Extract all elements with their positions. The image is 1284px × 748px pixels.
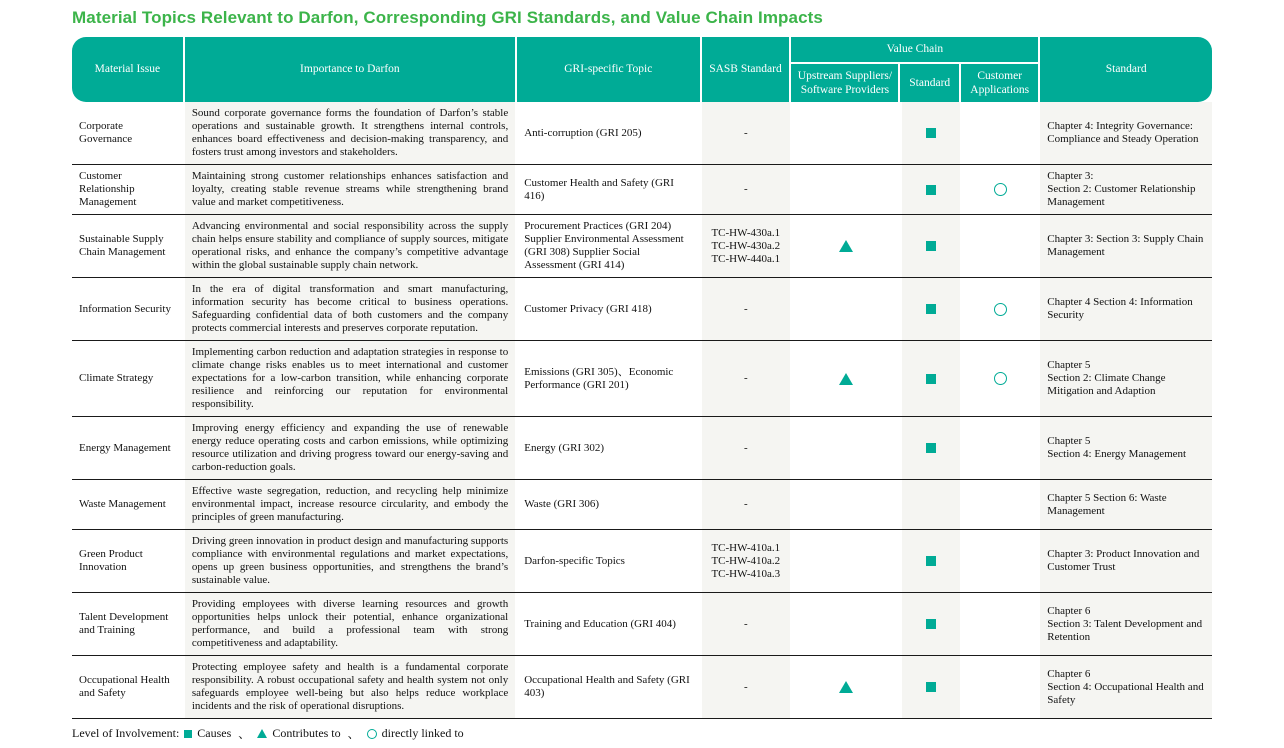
material-issue-cell: Corporate Governance bbox=[72, 102, 185, 164]
sasb-standard-cell: - bbox=[702, 102, 792, 164]
gri-topic-cell: Customer Privacy (GRI 418) bbox=[517, 278, 702, 340]
contributes-triangle-icon bbox=[839, 681, 853, 693]
value-chain-upstream-cell bbox=[792, 278, 902, 340]
header-sasb-standard: SASB Standard bbox=[702, 37, 792, 102]
standard-chapter-cell: Chapter 6 Section 3: Talent Development and Retention bbox=[1040, 593, 1212, 655]
value-chain-standard-cell bbox=[902, 102, 963, 164]
value-chain-upstream-cell bbox=[792, 215, 902, 277]
table-row bbox=[72, 102, 1212, 164]
legend-separator: 、 bbox=[238, 727, 251, 741]
gri-topic-cell: Anti-corruption (GRI 205) bbox=[517, 102, 702, 164]
causes-square-icon bbox=[926, 304, 936, 314]
value-chain-customer-cell bbox=[962, 102, 1040, 164]
table-row bbox=[72, 529, 1212, 592]
header-vc-standard: Standard bbox=[900, 64, 961, 102]
value-chain-customer-cell bbox=[962, 417, 1040, 479]
report-page bbox=[72, 8, 1212, 742]
value-chain-upstream-cell bbox=[792, 102, 902, 164]
legend-separator: 、 bbox=[347, 727, 360, 741]
header-customer-applications: Customer Applications bbox=[961, 64, 1038, 102]
legend-causes-text: Causes bbox=[197, 726, 232, 740]
standard-chapter-cell: Chapter 3: Product Innovation and Customer Trust bbox=[1040, 530, 1212, 592]
value-chain-upstream-cell bbox=[792, 480, 902, 529]
material-issue-cell: Occupational Health and Safety bbox=[72, 656, 185, 718]
standard-chapter-cell: Chapter 3: Section 3: Supply Chain Management bbox=[1040, 215, 1212, 277]
value-chain-customer-cell bbox=[962, 593, 1040, 655]
header-material-issue: Material Issue bbox=[72, 37, 185, 102]
sasb-standard-cell: - bbox=[702, 417, 792, 479]
table-row bbox=[72, 214, 1212, 277]
importance-cell: Improving energy efficiency and expanding the use of renewable energy reduce operating costs and carbon emissions, while optimizing resource utilization and driving progress toward our energy-saving and carbon-reduction goals. bbox=[185, 417, 517, 479]
directly-linked-circle-icon bbox=[994, 183, 1007, 196]
value-chain-standard-cell bbox=[902, 278, 963, 340]
value-chain-standard-cell bbox=[902, 341, 963, 416]
value-chain-customer-cell bbox=[962, 341, 1040, 416]
gri-topic-cell: Procurement Practices (GRI 204) Supplier Environmental Assessment (GRI 308) Supplier Social Assessment (GRI 414) bbox=[517, 215, 702, 277]
value-chain-customer-cell bbox=[962, 215, 1040, 277]
causes-square-icon bbox=[184, 730, 192, 738]
value-chain-upstream-cell bbox=[792, 417, 902, 479]
page-title: Material Topics Relevant to Darfon, Corresponding GRI Standards, and Value Chain Impacts bbox=[72, 8, 823, 27]
importance-cell: Providing employees with diverse learning resources and growth opportunities helps unlock their potential, enhance organizational performance, and build a professional team with strong competitiveness and adaptability. bbox=[185, 593, 517, 655]
value-chain-upstream-cell bbox=[792, 165, 902, 214]
directly-linked-circle-icon bbox=[367, 729, 377, 739]
importance-cell: Maintaining strong customer relationships enhances satisfaction and loyalty, creating stable revenue streams while strengthening brand value and market competitiveness. bbox=[185, 165, 517, 214]
value-chain-standard-cell bbox=[902, 165, 963, 214]
material-issue-cell: Sustainable Supply Chain Management bbox=[72, 215, 185, 277]
legend-contributes-text: Contributes to bbox=[272, 726, 341, 740]
gri-topic-cell: Emissions (GRI 305)、Economic Performance (GRI 201) bbox=[517, 341, 702, 416]
sasb-standard-cell: TC-HW-430a.1 TC-HW-430a.2 TC-HW-440a.1 bbox=[702, 215, 792, 277]
standard-chapter-cell: Chapter 3: Section 2: Customer Relationship Management bbox=[1040, 165, 1212, 214]
material-issue-cell: Talent Development and Training bbox=[72, 593, 185, 655]
material-issue-cell: Energy Management bbox=[72, 417, 185, 479]
gri-topic-cell: Darfon-specific Topics bbox=[517, 530, 702, 592]
header-upstream-suppliers: Upstream Suppliers/ Software Providers bbox=[791, 64, 900, 102]
level-of-involvement-legend bbox=[72, 725, 1212, 742]
importance-cell: Protecting employee safety and health is a fundamental corporate responsibility. A robust occupational safety and health system not only safeguards employee well-being but also helps reduce workplace incidents and the risk of operational disruptions. bbox=[185, 656, 517, 718]
causes-square-icon bbox=[926, 619, 936, 629]
material-issue-cell: Customer Relationship Management bbox=[72, 165, 185, 214]
value-chain-standard-cell bbox=[902, 530, 963, 592]
sasb-standard-cell: - bbox=[702, 656, 792, 718]
value-chain-customer-cell bbox=[962, 165, 1040, 214]
table-row bbox=[72, 416, 1212, 479]
sasb-standard-cell: - bbox=[702, 593, 792, 655]
importance-cell: Implementing carbon reduction and adaptation strategies in response to climate change risks enables us to meet international and customer expectations for a low-carbon transition, while enhancing corporate resilience and reinforcing our reputation for environmental responsibility. bbox=[185, 341, 517, 416]
importance-cell: Effective waste segregation, reduction, and recycling help minimize environmental impact, increase resource circularity, and embody the principles of green manufacturing. bbox=[185, 480, 517, 529]
material-issue-cell: Climate Strategy bbox=[72, 341, 185, 416]
contributes-triangle-icon bbox=[839, 373, 853, 385]
value-chain-upstream-cell bbox=[792, 530, 902, 592]
importance-cell: Sound corporate governance forms the foundation of Darfon’s stable operations and sustainable growth. It strengthens internal controls, enhances board effectiveness and decision-making transparency, and fosters trust among investors and stakeholders. bbox=[185, 102, 517, 164]
table-header-row bbox=[72, 37, 1212, 102]
importance-cell: In the era of digital transformation and smart manufacturing, information security has become critical to business operations. Safeguarding confidential data of both customers and the company protects commercial interests and preserves corporate reputation. bbox=[185, 278, 517, 340]
causes-square-icon bbox=[926, 374, 936, 384]
value-chain-customer-cell bbox=[962, 530, 1040, 592]
gri-topic-cell: Energy (GRI 302) bbox=[517, 417, 702, 479]
header-value-chain: Value Chain bbox=[791, 37, 1038, 64]
table-row bbox=[72, 164, 1212, 214]
header-gri-specific-topic: GRI-specific Topic bbox=[517, 37, 702, 102]
table-body bbox=[72, 102, 1212, 719]
standard-chapter-cell: Chapter 5 Section 4: Energy Management bbox=[1040, 417, 1212, 479]
table-row bbox=[72, 340, 1212, 416]
standard-chapter-cell: Chapter 4: Integrity Governance: Compliance and Steady Operation bbox=[1040, 102, 1212, 164]
value-chain-upstream-cell bbox=[792, 656, 902, 718]
value-chain-standard-cell bbox=[902, 215, 963, 277]
directly-linked-circle-icon bbox=[994, 303, 1007, 316]
legend-label: Level of Involvement: bbox=[72, 726, 180, 740]
sasb-standard-cell: - bbox=[702, 278, 792, 340]
material-issue-cell: Green Product Innovation bbox=[72, 530, 185, 592]
material-issue-cell: Information Security bbox=[72, 278, 185, 340]
table-row bbox=[72, 277, 1212, 340]
header-importance-to-darfon: Importance to Darfon bbox=[185, 37, 517, 102]
causes-square-icon bbox=[926, 128, 936, 138]
value-chain-standard-cell bbox=[902, 593, 963, 655]
causes-square-icon bbox=[926, 185, 936, 195]
value-chain-upstream-cell bbox=[792, 341, 902, 416]
sasb-standard-cell: - bbox=[702, 165, 792, 214]
importance-cell: Driving green innovation in product design and manufacturing supports compliance with environmental regulations and market expectations, opens up green business opportunities, and strengthens the brand’s sustainable value. bbox=[185, 530, 517, 592]
sasb-standard-cell: - bbox=[702, 341, 792, 416]
value-chain-customer-cell bbox=[962, 278, 1040, 340]
causes-square-icon bbox=[926, 682, 936, 692]
standard-chapter-cell: Chapter 6 Section 4: Occupational Health and Safety bbox=[1040, 656, 1212, 718]
table-row bbox=[72, 479, 1212, 529]
importance-cell: Advancing environmental and social responsibility across the supply chain helps ensure stability and compliance of supply sources, mitigate operational risks, and enhance the company’s competitive advantage within the global sustainable supply chain network. bbox=[185, 215, 517, 277]
gri-topic-cell: Training and Education (GRI 404) bbox=[517, 593, 702, 655]
value-chain-standard-cell bbox=[902, 480, 963, 529]
standard-chapter-cell: Chapter 5 Section 6: Waste Management bbox=[1040, 480, 1212, 529]
sasb-standard-cell: TC-HW-410a.1 TC-HW-410a.2 TC-HW-410a.3 bbox=[702, 530, 792, 592]
gri-topic-cell: Customer Health and Safety (GRI 416) bbox=[517, 165, 702, 214]
causes-square-icon bbox=[926, 556, 936, 566]
standard-chapter-cell: Chapter 4 Section 4: Information Security bbox=[1040, 278, 1212, 340]
table-row bbox=[72, 655, 1212, 718]
causes-square-icon bbox=[926, 241, 936, 251]
material-issue-cell: Waste Management bbox=[72, 480, 185, 529]
standard-chapter-cell: Chapter 5 Section 2: Climate Change Mitigation and Adaption bbox=[1040, 341, 1212, 416]
contributes-triangle-icon bbox=[839, 240, 853, 252]
sasb-standard-cell: - bbox=[702, 480, 792, 529]
directly-linked-circle-icon bbox=[994, 372, 1007, 385]
header-standard: Standard bbox=[1040, 37, 1212, 102]
material-topics-table bbox=[72, 37, 1212, 719]
contributes-triangle-icon bbox=[257, 729, 267, 738]
value-chain-customer-cell bbox=[962, 480, 1040, 529]
value-chain-standard-cell bbox=[902, 417, 963, 479]
value-chain-standard-cell bbox=[902, 656, 963, 718]
gri-topic-cell: Waste (GRI 306) bbox=[517, 480, 702, 529]
legend-directly-linked-text: directly linked to bbox=[381, 726, 464, 740]
gri-topic-cell: Occupational Health and Safety (GRI 403) bbox=[517, 656, 702, 718]
value-chain-upstream-cell bbox=[792, 593, 902, 655]
table-row bbox=[72, 592, 1212, 655]
header-value-chain-group bbox=[791, 37, 1040, 102]
causes-square-icon bbox=[926, 443, 936, 453]
value-chain-customer-cell bbox=[962, 656, 1040, 718]
